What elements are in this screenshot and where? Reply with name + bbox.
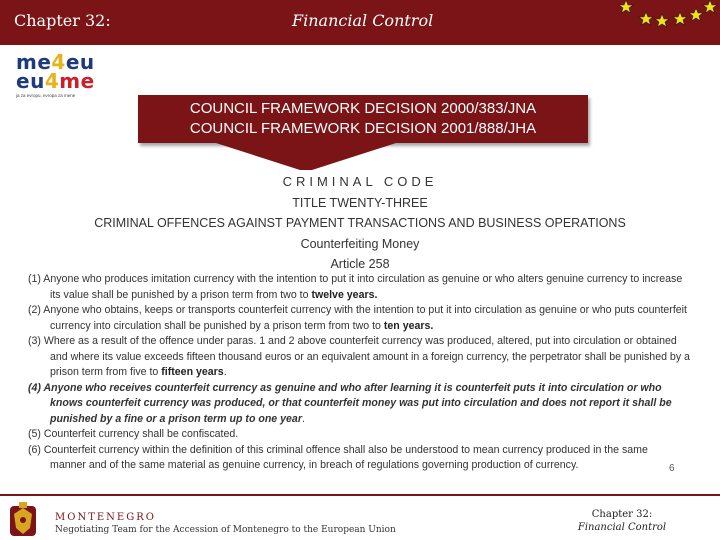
framework-decision-banner (138, 95, 588, 143)
montenegro-coat-of-arms-icon (4, 500, 42, 540)
footer-country: MONTENEGRO (55, 512, 156, 523)
code-title: CRIMINAL CODE (282, 174, 438, 189)
paragraph-6: (6) Counterfeit currency within the definition of this criminal offence shall also be understood to mean currency produced in the same manner and of the same material as genuine currency, in breach of regulations governing production of currency. (28, 443, 648, 471)
down-arrow-icon (216, 143, 396, 170)
subject-heading: Counterfeiting Money (300, 236, 420, 251)
header-bar (0, 0, 720, 45)
footer-team: Negotiating Team for the Accession of Montenegro to the European Union (55, 525, 396, 535)
footer-title: Financial Control (577, 522, 667, 533)
article-body (28, 272, 690, 474)
header-title: Financial Control (292, 11, 434, 30)
footer-chapter: Chapter 32: (591, 509, 653, 520)
paragraph-4: (4) Anyone who receives counterfeit currency as genuine and who after learning it is counterfeit puts it into circulation or who knows counterfeit currency was produced, or that counterfeit money was put into circulation and does not report it shall be punished by a fine or a prison term up to one year. (28, 381, 672, 425)
logo-line-1: me4eu (16, 50, 95, 74)
paragraph-5: (5) Counterfeit currency shall be confiscated. (28, 428, 239, 440)
paragraph-2: (2) Anyone who obtains, keeps or transports counterfeit currency with the intention to put it into circulation as genuine or who puts counterfeit currency into circulation shall be punished by a prison term from two to ten years. (28, 304, 687, 332)
paragraph-1: (1) Anyone who produces imitation currency with the intention to put it into circulation as genuine or who alters genuine currency to increase its value shall be punished by a prison term from two to twelve years. (28, 273, 683, 301)
banner-line-2: COUNCIL FRAMEWORK DECISION 2001/888/JHA (189, 120, 537, 137)
offences-heading: CRIMINAL OFFENCES AGAINST PAYMENT TRANSACTIONS AND BUSINESS OPERATIONS (94, 216, 626, 230)
title-number: TITLE TWENTY-THREE (292, 195, 428, 210)
article-heading: Article 258 (330, 257, 390, 271)
criminal-code-heading (0, 172, 720, 275)
logo-tagline: ja za evropu, evropa za mene (16, 93, 76, 98)
page-number: 6 (669, 463, 675, 474)
banner-line-1: COUNCIL FRAMEWORK DECISION 2000/383/JNA (189, 100, 537, 117)
me4eu-logo (16, 50, 108, 98)
eu-stars-icon (612, 0, 720, 45)
logo-line-2: eu4me (16, 69, 95, 93)
header-chapter: Chapter 32: (14, 11, 111, 30)
paragraph-3: (3) Where as a result of the offence under paras. 1 and 2 above counterfeit currency was produced, altered, put into circulation or obtained and where its value exceeds fifteen thousand euros or an equivalent amount in a foreign currency, the perpetrator shall be punished by a prison term from five to fifteen years. (28, 335, 690, 378)
footer-divider (0, 494, 720, 496)
